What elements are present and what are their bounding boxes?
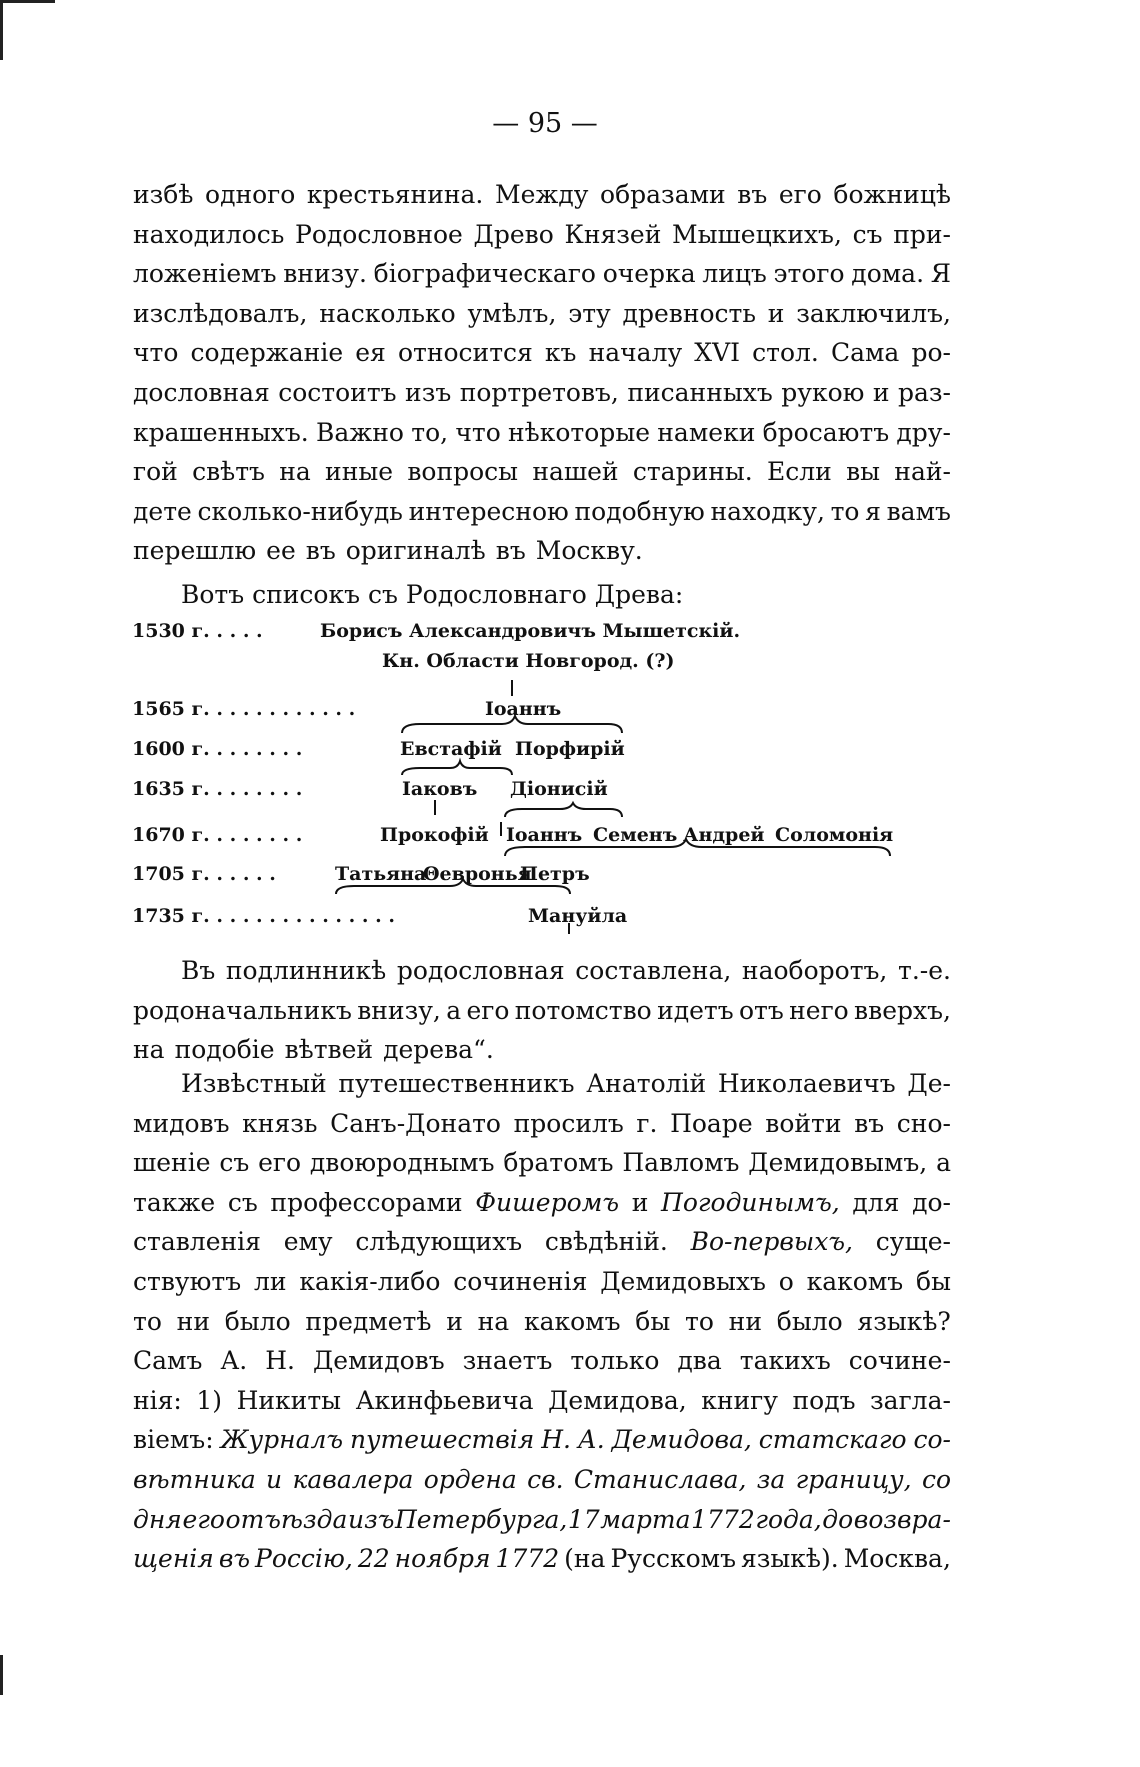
word: вѣтвей	[284, 1035, 374, 1064]
word: за	[756, 1465, 786, 1494]
word: содержаніе	[190, 338, 344, 367]
word: біографическаго	[373, 259, 596, 288]
word: намеки	[657, 418, 756, 447]
tree-year-1735: 1735 г. . . . . . . . . . . . . . .	[132, 905, 395, 927]
tree-person-boris: Борисъ Александровичъ Мышетскій.	[320, 620, 741, 642]
word: то,	[411, 418, 449, 447]
word: нія:	[133, 1386, 182, 1415]
word: ни	[728, 1307, 762, 1336]
word: потомство	[514, 996, 652, 1025]
word: наоборотъ,	[741, 956, 888, 985]
word: и	[631, 1188, 649, 1217]
tree-person-prokofiy: Прокофій	[380, 824, 489, 846]
word: Самъ	[133, 1346, 203, 1375]
word: сно-	[896, 1109, 951, 1138]
word: иные	[325, 457, 394, 486]
word: Извѣстный	[181, 1069, 327, 1098]
word: отъѣзда	[225, 1505, 348, 1534]
word: со	[921, 1465, 951, 1494]
para3-line	[133, 1420, 951, 1460]
word: относится	[397, 338, 533, 367]
list-intro-text: Вотъ списокъ съ Родословнаго Древа:	[181, 580, 684, 609]
word: а	[446, 996, 462, 1025]
word: братомъ	[503, 1148, 614, 1177]
word: Демидова,	[548, 1386, 687, 1415]
word: и	[872, 378, 890, 407]
tree-person-tatyana: Татьяна	[335, 863, 427, 885]
word: крестьянина.	[306, 180, 484, 209]
word: возвра-	[853, 1505, 951, 1534]
tree-year-1705: 1705 г. . . . . .	[132, 863, 276, 885]
word: бросаютъ	[762, 418, 890, 447]
word: одного	[205, 180, 296, 209]
word: что	[133, 338, 179, 367]
word: путешественникъ	[338, 1069, 575, 1098]
word: внизу,	[357, 996, 441, 1025]
word: мидовъ	[133, 1109, 230, 1138]
word: какомъ	[806, 1267, 904, 1296]
word: въ	[305, 536, 336, 565]
word: а	[936, 1148, 951, 1177]
word: книгу	[701, 1386, 778, 1415]
word: дете	[133, 497, 192, 526]
tree-person-semen: Семенъ	[593, 824, 678, 846]
para2-line	[133, 991, 951, 1031]
word: 1)	[196, 1386, 223, 1415]
para3-line	[133, 1460, 951, 1500]
word: ее	[266, 536, 296, 565]
tree-year-1635: 1635 г. . . . . . . .	[132, 778, 303, 800]
tree-person-ioann: Іоаннъ	[485, 698, 562, 720]
word: гой	[133, 457, 178, 486]
word: ро-	[911, 338, 951, 367]
word: Демидовъ	[312, 1346, 445, 1375]
word: портретовъ,	[459, 378, 619, 407]
word: съ	[219, 1148, 250, 1177]
word: ордена	[423, 1465, 517, 1494]
word: началу	[588, 338, 683, 367]
word: предметѣ	[305, 1307, 432, 1336]
word: подлинникѣ	[225, 956, 387, 985]
word: его	[258, 1148, 302, 1177]
word: най-	[894, 457, 951, 486]
para1-line	[133, 492, 951, 532]
word: Станислава,	[573, 1465, 747, 1494]
word: Москва,	[843, 1544, 951, 1573]
para3-line	[133, 1381, 951, 1421]
tree-year-1600: 1600 г. . . . . . . .	[132, 738, 303, 760]
word: ли	[253, 1267, 287, 1296]
word: оригиналѣ	[345, 536, 486, 565]
word: древность	[622, 299, 756, 328]
word: изъ	[405, 378, 452, 407]
word: сочиненія	[453, 1267, 588, 1296]
word: избѣ	[133, 180, 194, 209]
word: Во-первыхъ,	[690, 1227, 853, 1256]
word: перешлю	[133, 536, 257, 565]
word: статскаго	[758, 1425, 907, 1454]
word: и	[446, 1307, 463, 1336]
para1-line	[133, 531, 951, 571]
para3-line	[133, 1104, 951, 1144]
word: ноября	[394, 1544, 491, 1573]
word: очерка	[602, 259, 696, 288]
word: крашенныхъ.	[133, 418, 309, 447]
word: вверхъ,	[854, 996, 951, 1025]
word: только	[570, 1346, 660, 1375]
scan-edge-mark	[0, 0, 3, 60]
word: Москву.	[535, 536, 643, 565]
list-intro	[133, 575, 951, 615]
word: свѣтъ	[192, 457, 265, 486]
word: нашей	[532, 457, 619, 486]
word: въ	[495, 536, 526, 565]
word: заключилъ,	[796, 299, 951, 328]
word: идетъ	[657, 996, 734, 1025]
tree-year-1670: 1670 г. . . . . . . .	[132, 824, 303, 846]
word: было	[224, 1307, 291, 1336]
word: находку,	[710, 497, 825, 526]
word: его	[182, 1505, 225, 1534]
word: раз-	[897, 378, 951, 407]
tree-year-1565: 1565 г. . . . . . . . . . . .	[132, 698, 356, 720]
word: лицъ	[702, 259, 767, 288]
scan-edge-mark	[0, 1655, 3, 1695]
word: 17	[567, 1505, 600, 1534]
word: его	[466, 996, 510, 1025]
word: подъ	[792, 1386, 856, 1415]
word: на	[133, 1035, 165, 1064]
word: эту	[568, 299, 611, 328]
para3-line	[133, 1539, 951, 1579]
word: и	[266, 1465, 283, 1494]
word: года,	[755, 1505, 822, 1534]
word: дословная	[133, 378, 270, 407]
word: то	[830, 497, 860, 526]
word: Санъ-Донато	[330, 1109, 501, 1138]
word: бы	[635, 1307, 671, 1336]
word: къ	[544, 338, 577, 367]
tree-person-porfiriy: Порфирій	[515, 738, 625, 760]
word: что	[455, 418, 501, 447]
tree-brace	[402, 761, 512, 775]
tree-person-solomoniya: Соломонія	[775, 824, 894, 846]
para1-line	[133, 333, 951, 373]
word: Погодинымъ,	[661, 1188, 840, 1217]
word: Н.	[265, 1346, 295, 1375]
word: на	[279, 457, 311, 486]
scan-edge-mark	[0, 0, 55, 3]
word: при-	[893, 220, 951, 249]
para3-line	[133, 1183, 951, 1223]
word: Родословное	[295, 220, 463, 249]
word: и	[767, 299, 785, 328]
word: дерева“.	[383, 1035, 494, 1064]
word: на	[477, 1307, 510, 1336]
word: 1772	[691, 1505, 755, 1534]
para1-line	[133, 452, 951, 492]
word: Древо	[473, 220, 554, 249]
word: Сама	[830, 338, 900, 367]
word: насколько	[319, 299, 456, 328]
para3-line	[133, 1500, 951, 1540]
tree-year-1530: 1530 г. . . . .	[132, 620, 263, 642]
tree-person-andrey: Андрей	[683, 824, 765, 846]
word: щенія	[133, 1544, 214, 1573]
word: путешествія	[349, 1425, 535, 1454]
word: двоюроднымъ	[309, 1148, 495, 1177]
word: бы	[916, 1267, 951, 1296]
word: Мышецкихъ,	[672, 220, 842, 249]
word: Поаре	[670, 1109, 753, 1138]
word: стол.	[752, 338, 819, 367]
word: подобную	[574, 497, 705, 526]
word: какія-либо	[299, 1267, 441, 1296]
word: состоитъ	[278, 378, 397, 407]
word: знаетъ	[462, 1346, 553, 1375]
para3-line	[133, 1341, 951, 1381]
word: марта	[600, 1505, 691, 1534]
word: Демидовыхъ	[600, 1267, 766, 1296]
word: такихъ	[739, 1346, 831, 1375]
word: Въ	[181, 956, 216, 985]
para1-line	[133, 215, 951, 255]
word: ни	[176, 1307, 210, 1336]
word: сочине-	[848, 1346, 951, 1375]
word: Важно	[316, 418, 404, 447]
word: въ	[737, 180, 768, 209]
tree-brace	[505, 803, 622, 817]
word: въ	[854, 1109, 885, 1138]
word: божницѣ	[833, 180, 951, 209]
word: до	[822, 1505, 854, 1534]
word: Между	[494, 180, 589, 209]
word: въ	[218, 1544, 251, 1573]
para3-line	[133, 1262, 951, 1302]
word: Павломъ	[622, 1148, 740, 1177]
tree-note-region: Кн. Области Новгород. (?)	[382, 650, 675, 672]
tree-person-dionisiy: Діонисій	[510, 778, 608, 800]
word: свѣдѣній.	[544, 1227, 668, 1256]
para1-line	[133, 413, 951, 453]
word: языкѣ).	[740, 1544, 839, 1573]
word: св.	[527, 1465, 564, 1494]
word: Де-	[907, 1069, 951, 1098]
word: віемъ:	[133, 1425, 214, 1454]
word: отъ	[738, 996, 784, 1025]
word: старины.	[632, 457, 753, 486]
word: Николаевичъ	[717, 1069, 896, 1098]
word: загла-	[870, 1386, 951, 1415]
word: ствуютъ	[133, 1267, 242, 1296]
word: шеніе	[133, 1148, 211, 1177]
word: 22	[357, 1544, 390, 1573]
word: Петербурга,	[394, 1505, 568, 1534]
word: просилъ	[513, 1109, 624, 1138]
genealogy-tree	[130, 620, 930, 940]
word: то	[133, 1307, 162, 1336]
word: составлена,	[575, 956, 732, 985]
word: суще-	[875, 1227, 951, 1256]
word: этого	[773, 259, 845, 288]
word: изслѣдовалъ,	[133, 299, 308, 328]
word: Анатолій	[586, 1069, 707, 1098]
word: писанныхъ	[627, 378, 773, 407]
word: ложеніемъ	[133, 259, 277, 288]
word: со-	[913, 1425, 951, 1454]
word: т.-е.	[897, 956, 951, 985]
word: князь	[242, 1109, 318, 1138]
word: войти	[765, 1109, 842, 1138]
word: родоначальникъ	[133, 996, 352, 1025]
word: подобіе	[174, 1035, 275, 1064]
word: А.	[220, 1346, 248, 1375]
tree-person-evstafiy: Евстафій	[400, 738, 502, 760]
para1-line	[133, 373, 951, 413]
word: нѣкоторые	[508, 418, 651, 447]
word: профессорами	[270, 1188, 463, 1217]
word: него	[789, 996, 849, 1025]
word: дня	[133, 1505, 182, 1534]
word: Акинфьевича	[355, 1386, 534, 1415]
word: ея	[355, 338, 386, 367]
word: съ	[227, 1188, 258, 1217]
para1-line	[133, 175, 951, 215]
word: (на	[564, 1544, 606, 1573]
word: XVI	[694, 338, 740, 367]
word: съ	[852, 220, 883, 249]
tree-person-manuyla: Мануйла	[528, 905, 628, 927]
para3-line	[133, 1222, 951, 1262]
word: вѣтника	[133, 1465, 256, 1494]
word: Россію,	[255, 1544, 353, 1573]
tree-person-fevronya: Θевронья	[423, 863, 532, 885]
word: г.	[636, 1109, 658, 1138]
word: Князей	[564, 220, 662, 249]
word: ставленія	[133, 1227, 261, 1256]
word: внизу.	[283, 259, 367, 288]
word: Никиты	[236, 1386, 342, 1415]
word: для	[852, 1188, 900, 1217]
word: Н.	[541, 1425, 571, 1454]
word: ему	[283, 1227, 333, 1256]
word: родословная	[396, 956, 565, 985]
para3-line	[133, 1064, 951, 1104]
word: находилось	[133, 220, 285, 249]
word: до-	[912, 1188, 951, 1217]
word: Фишеромъ	[475, 1188, 620, 1217]
word: его	[778, 180, 822, 209]
word: границу,	[795, 1465, 912, 1494]
word: А.	[577, 1425, 605, 1454]
word: какомъ	[523, 1307, 621, 1336]
word: Я	[930, 259, 951, 288]
word: кавалера	[292, 1465, 414, 1494]
word: умѣлъ,	[467, 299, 557, 328]
word: Демидова,	[611, 1425, 752, 1454]
para2-line	[133, 951, 951, 991]
word: вопросы	[407, 457, 519, 486]
para3-line	[133, 1143, 951, 1183]
word: изъ	[347, 1505, 395, 1534]
para1-line	[133, 294, 951, 334]
word: вы	[846, 457, 881, 486]
word: интересною	[408, 497, 569, 526]
word: было	[776, 1307, 843, 1336]
word: я	[865, 497, 881, 526]
word: также	[133, 1188, 216, 1217]
word: языкѣ?	[857, 1307, 951, 1336]
para3-line	[133, 1302, 951, 1342]
page-number: — 95 —	[492, 108, 598, 139]
word: Демидовымъ,	[748, 1148, 928, 1177]
word: дома.	[851, 259, 925, 288]
tree-person-petr: Петръ	[520, 863, 590, 885]
word: рукою	[781, 378, 865, 407]
word: вамъ	[886, 497, 951, 526]
tree-person-ioann-2: Іоаннъ	[506, 824, 583, 846]
word: Если	[767, 457, 832, 486]
word: то	[685, 1307, 714, 1336]
word: Русскомъ	[610, 1544, 736, 1573]
word: о	[778, 1267, 794, 1296]
word: слѣдующихъ	[355, 1227, 523, 1256]
para1-line	[133, 254, 951, 294]
tree-person-iakov: Іаковъ	[402, 778, 478, 800]
word: два	[677, 1346, 722, 1375]
word: образами	[600, 180, 726, 209]
word: Журналъ	[220, 1425, 344, 1454]
word: сколько-нибудь	[197, 497, 403, 526]
word: дру-	[896, 418, 951, 447]
word: 1772	[495, 1544, 560, 1573]
